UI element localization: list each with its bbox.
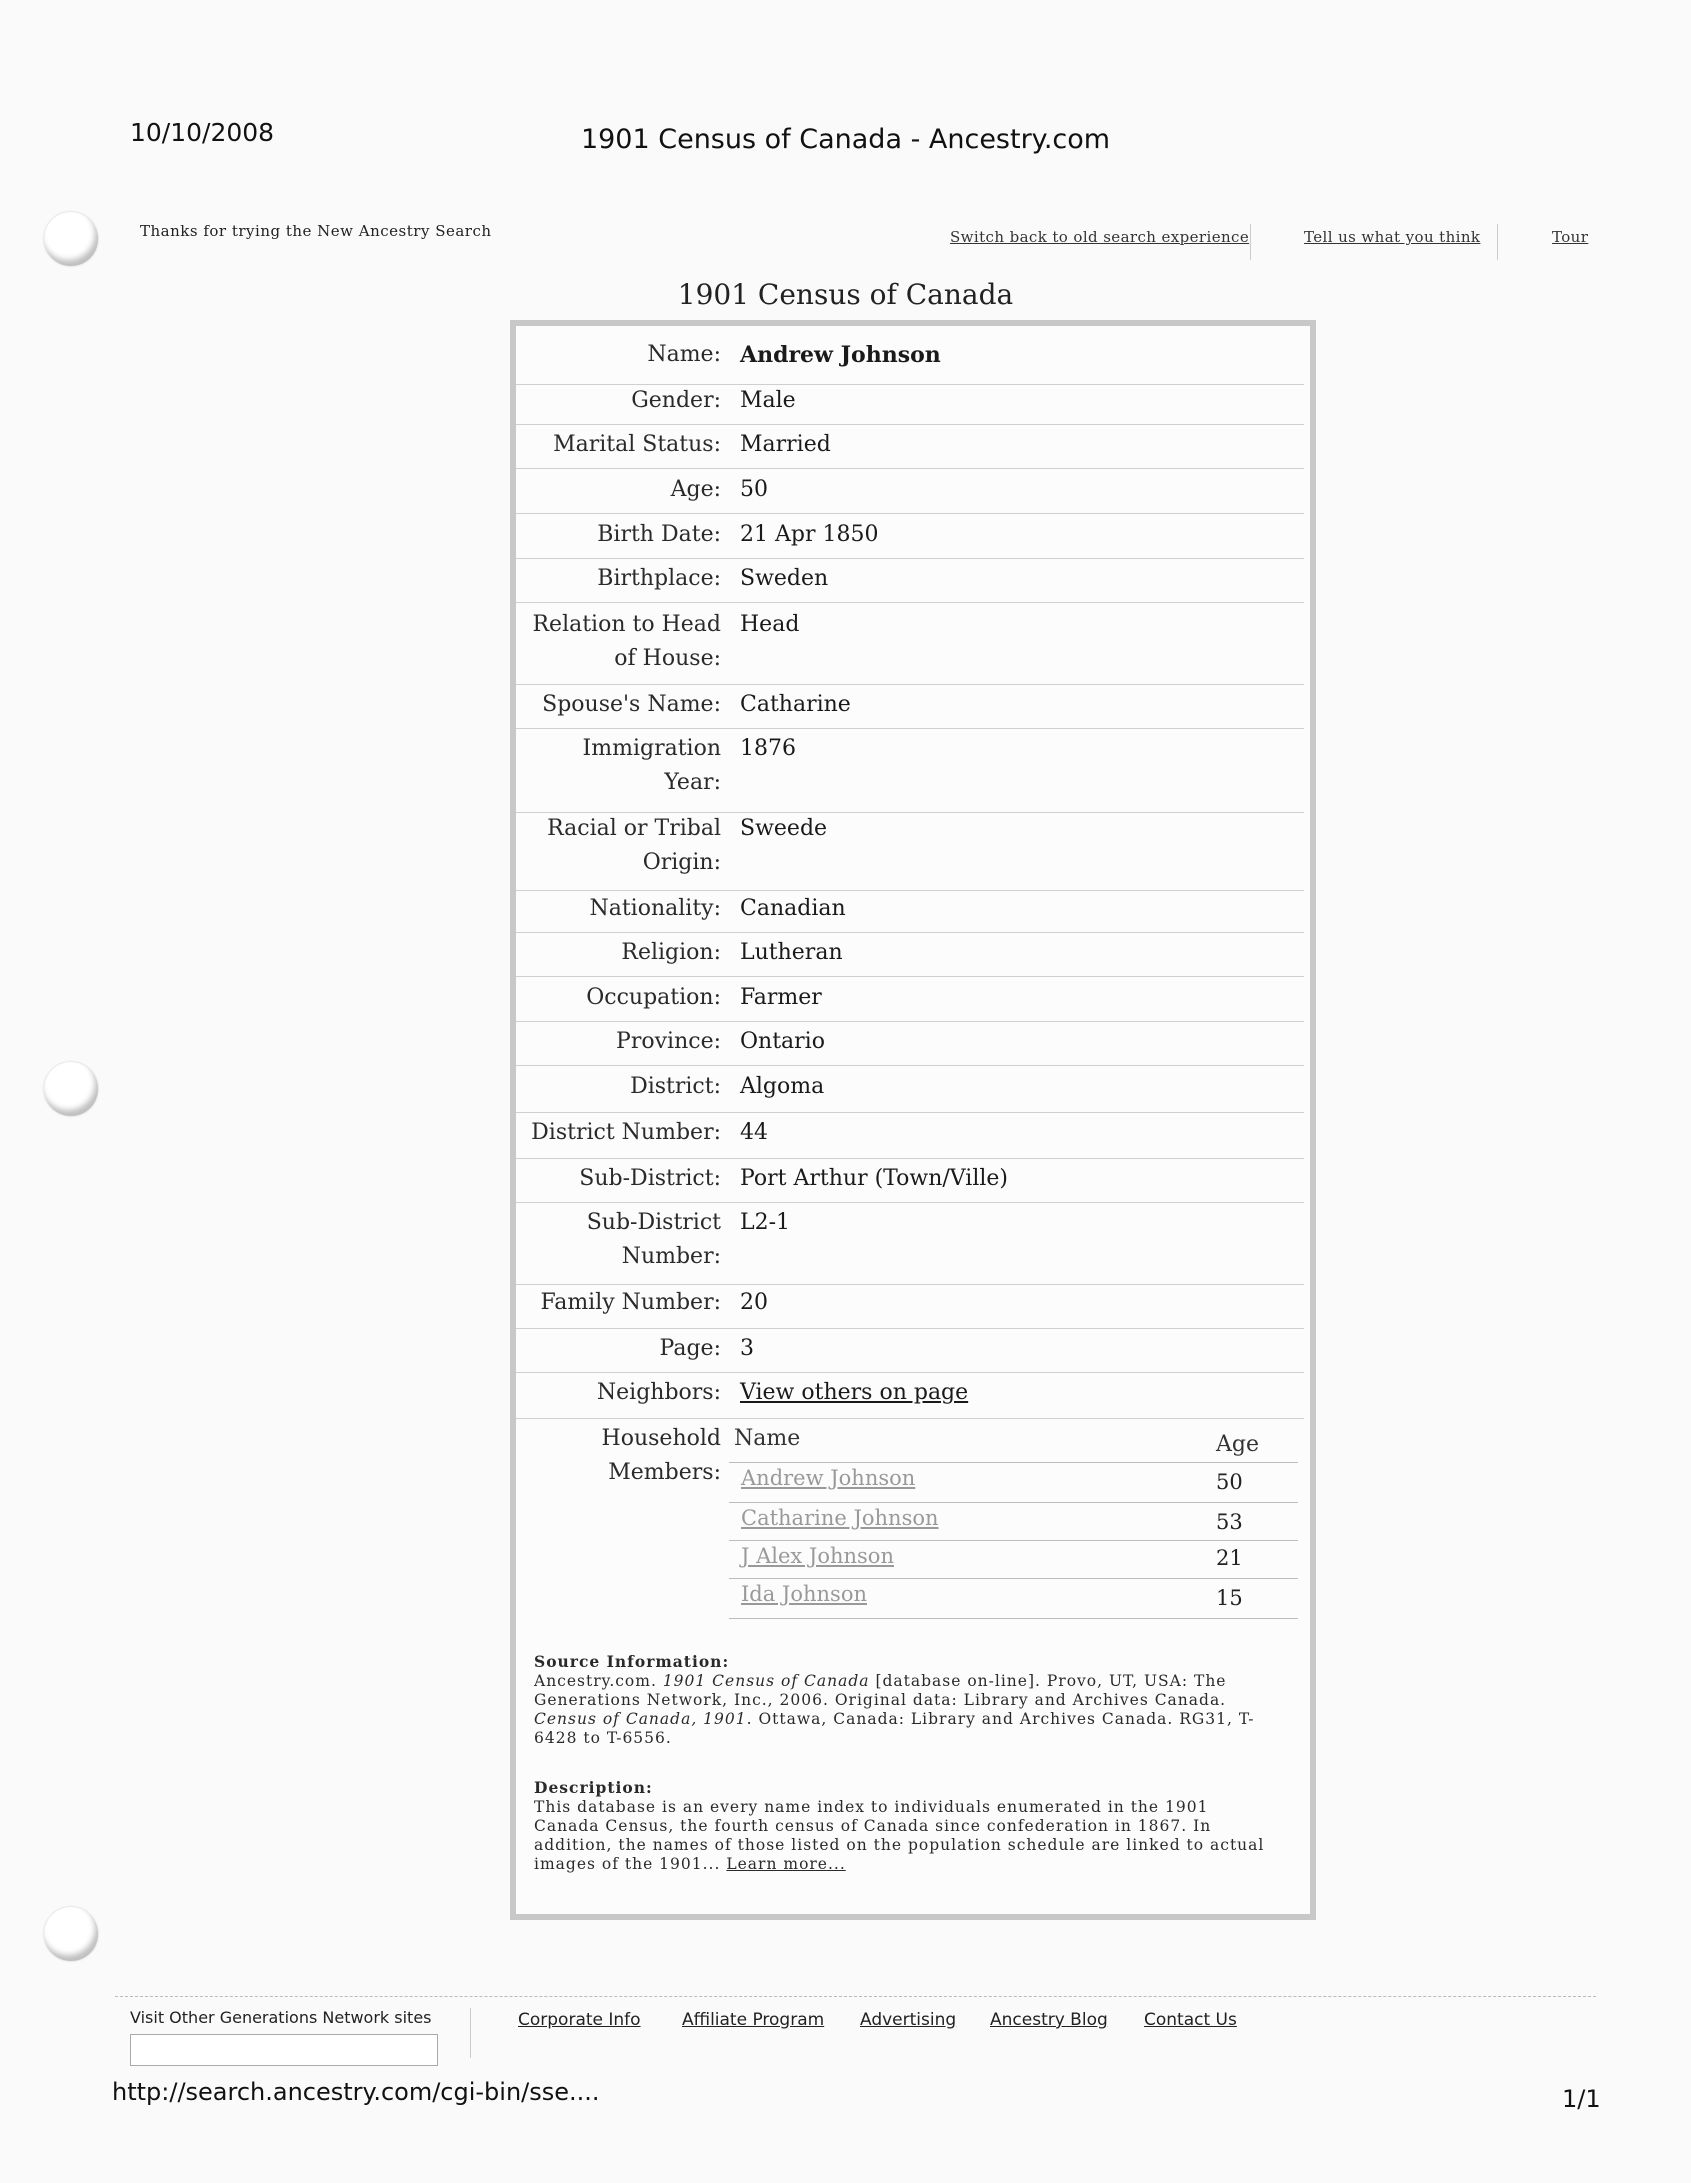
household-member-link[interactable]: J Alex Johnson	[741, 1544, 894, 1568]
footer-divider	[115, 1996, 1596, 1997]
household-member-link[interactable]: Catharine Johnson	[741, 1506, 939, 1530]
record-title: 1901 Census of Canada	[677, 278, 1014, 311]
row-divider	[516, 890, 1304, 891]
new-search-banner: Thanks for trying the New Ancestry Search	[140, 222, 492, 240]
row-divider	[516, 1112, 1304, 1113]
footer-link-corporate-info[interactable]: Corporate Info	[518, 2010, 641, 2030]
religion-value: Lutheran	[740, 940, 843, 965]
binder-hole	[44, 1062, 98, 1116]
binder-hole	[44, 212, 98, 266]
field-label: Relation to Head	[532, 612, 721, 637]
field-label: Spouse's Name:	[542, 692, 721, 717]
field-label: Sub-District:	[579, 1166, 721, 1191]
view-neighbors-link[interactable]: View others on page	[740, 1380, 969, 1405]
footer-link-advertising[interactable]: Advertising	[860, 2010, 957, 2030]
age-value: 50	[740, 477, 768, 502]
learn-more-link[interactable]: Learn more...	[726, 1855, 846, 1873]
row-divider	[729, 1502, 1298, 1503]
field-label: Marital Status:	[553, 432, 721, 457]
field-label: Neighbors:	[596, 1380, 721, 1405]
district-value: Algoma	[740, 1074, 825, 1099]
sub-district-number-value: L2-1	[740, 1210, 791, 1235]
household-member-age: 15	[1216, 1586, 1243, 1610]
description-text: This database is an every name index to individuals enumerated in the 1901 Canada Census, the fourth census of Canada since confederation in 1867. In addition, the names of those listed on the population schedule are linked to actual images of the 1901...	[534, 1798, 1265, 1873]
description	[534, 1778, 1270, 1874]
province-value: Ontario	[740, 1029, 825, 1054]
marital-status-value: Married	[740, 432, 831, 457]
source-information	[534, 1652, 1270, 1748]
field-label: Sub-District	[586, 1210, 721, 1235]
print-date: 10/10/2008	[130, 118, 275, 147]
divider	[1250, 224, 1251, 260]
feedback-link[interactable]: Tell us what you think	[1304, 228, 1481, 246]
divider	[1497, 224, 1498, 260]
row-divider	[516, 976, 1304, 977]
source-text: [database on-line]. Provo, UT, USA: The Generations Network, Inc., 2006. Original data: Library and Archives Canada.	[534, 1672, 1227, 1709]
household-member-link[interactable]: Ida Johnson	[741, 1582, 867, 1606]
row-divider	[516, 1202, 1304, 1203]
relation-value: Head	[740, 612, 800, 637]
row-divider	[729, 1618, 1298, 1619]
field-label: Immigration	[582, 736, 721, 761]
household-member-age: 50	[1216, 1470, 1243, 1494]
network-sites-select[interactable]	[130, 2034, 438, 2066]
row-divider	[729, 1462, 1298, 1463]
row-divider	[516, 728, 1304, 729]
household-member-age: 21	[1216, 1546, 1243, 1570]
row-divider	[516, 1284, 1304, 1285]
name-value: Andrew Johnson	[740, 342, 941, 368]
field-label: Gender:	[631, 388, 721, 413]
source-text: . Ottawa, Canada: Library and Archives Canada. RG31, T-6428 to T-6556.	[534, 1710, 1255, 1747]
field-label: Year:	[664, 770, 721, 795]
field-label: Name:	[647, 342, 721, 367]
field-label: Racial or Tribal	[547, 816, 721, 841]
network-sites-label: Visit Other Generations Network sites	[130, 2008, 432, 2027]
field-label: Nationality:	[589, 896, 721, 921]
switch-old-search-link[interactable]: Switch back to old search experience	[950, 228, 1250, 246]
spouse-name-value: Catharine	[740, 692, 851, 717]
nationality-value: Canadian	[740, 896, 846, 921]
row-divider	[516, 1328, 1304, 1329]
racial-origin-value: Sweede	[740, 816, 828, 841]
field-label: Household	[601, 1426, 721, 1451]
divider	[470, 2008, 471, 2058]
field-label: Religion:	[621, 940, 721, 965]
field-label: Family Number:	[540, 1290, 721, 1315]
field-label: Birthplace:	[597, 566, 721, 591]
row-divider	[516, 932, 1304, 933]
birth-date-value: 21 Apr 1850	[740, 522, 879, 547]
page-value: 3	[740, 1336, 754, 1361]
row-divider	[729, 1540, 1298, 1541]
row-divider	[516, 1418, 1304, 1419]
footer-link-affiliate-program[interactable]: Affiliate Program	[682, 2010, 825, 2030]
source-text: Ancestry.com.	[534, 1672, 663, 1690]
footer-link-ancestry-blog[interactable]: Ancestry Blog	[990, 2010, 1108, 2030]
field-label: Occupation:	[586, 985, 721, 1010]
row-divider	[516, 1372, 1304, 1373]
row-divider	[516, 684, 1304, 685]
description-heading: Description:	[534, 1778, 653, 1797]
row-divider	[516, 468, 1304, 469]
field-label: of House:	[614, 646, 721, 671]
row-divider	[516, 1158, 1304, 1159]
field-label: Members:	[608, 1460, 721, 1485]
source-census-title: Census of Canada, 1901	[534, 1710, 747, 1728]
footer-link-contact-us[interactable]: Contact Us	[1144, 2010, 1237, 2030]
gender-value: Male	[740, 388, 796, 413]
print-page-title: 1901 Census of Canada - Ancestry.com	[580, 124, 1111, 155]
field-label: Province:	[616, 1029, 721, 1054]
print-url: http://search.ancestry.com/cgi-bin/sse....	[112, 2078, 600, 2106]
row-divider	[516, 513, 1304, 514]
sub-district-value: Port Arthur (Town/Ville)	[740, 1166, 1009, 1191]
row-divider	[516, 602, 1304, 603]
census-record-panel	[510, 320, 1316, 1920]
household-age-header: Age	[1216, 1432, 1259, 1457]
field-label: District Number:	[531, 1120, 721, 1145]
source-title: 1901 Census of Canada	[662, 1672, 870, 1690]
field-label: Page:	[659, 1336, 721, 1361]
row-divider	[516, 424, 1304, 425]
binder-hole	[44, 1907, 98, 1961]
occupation-value: Farmer	[740, 985, 822, 1010]
row-divider	[516, 1065, 1304, 1066]
print-page-number: 1/1	[1562, 2085, 1601, 2113]
family-number-value: 20	[740, 1290, 768, 1315]
immigration-year-value: 1876	[740, 736, 796, 761]
birthplace-value: Sweden	[740, 566, 829, 591]
row-divider	[729, 1578, 1298, 1579]
field-label: Age:	[670, 477, 721, 502]
row-divider	[516, 1021, 1304, 1022]
field-label: Origin:	[642, 850, 721, 875]
record-row-household	[516, 1422, 1310, 1632]
field-label: Number:	[621, 1244, 721, 1269]
district-number-value: 44	[740, 1120, 768, 1145]
field-label: District:	[630, 1074, 721, 1099]
household-member-age: 53	[1216, 1510, 1243, 1534]
household-name-header: Name	[734, 1426, 801, 1451]
row-divider	[516, 558, 1304, 559]
source-heading: Source Information:	[534, 1652, 730, 1671]
field-label: Birth Date:	[597, 522, 721, 547]
tour-link[interactable]: Tour	[1552, 228, 1589, 246]
household-member-link[interactable]: Andrew Johnson	[741, 1466, 916, 1490]
